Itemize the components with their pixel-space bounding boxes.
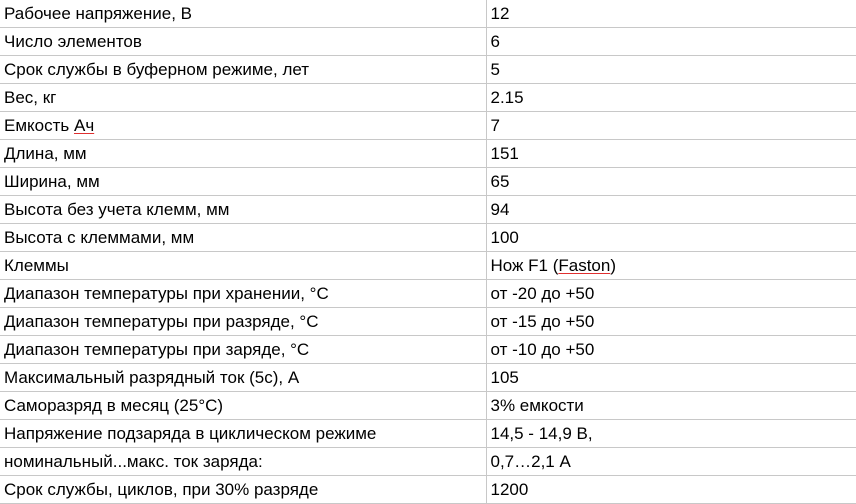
row-label: Ширина, мм <box>0 168 486 196</box>
row-label: Напряжение подзаряда в циклическом режиме <box>0 420 486 448</box>
row-value: от -20 до +50 <box>486 280 856 308</box>
row-value: 151 <box>486 140 856 168</box>
table-row <box>0 84 856 112</box>
row-label: Срок службы в буферном режиме, лет <box>0 56 486 84</box>
value-text: ) <box>610 256 617 276</box>
table-row <box>0 252 856 280</box>
row-value: 12 <box>486 0 856 28</box>
row-label: номинальный...макс. ток заряда: <box>0 448 486 476</box>
table-row <box>0 448 856 476</box>
row-label: Высота с клеммами, мм <box>0 224 486 252</box>
spellcheck-marked-word: Ач <box>73 116 95 136</box>
row-value: 100 <box>486 224 856 252</box>
row-label: Диапазон температуры при заряде, °С <box>0 336 486 364</box>
table-row <box>0 308 856 336</box>
table-row <box>0 168 856 196</box>
table-row <box>0 280 856 308</box>
table-row <box>0 392 856 420</box>
value-text: Нож F1 ( <box>490 256 559 276</box>
row-label <box>0 112 486 140</box>
row-label: Клеммы <box>0 252 486 280</box>
row-label: Число элементов <box>0 28 486 56</box>
row-value: 1200 <box>486 476 856 504</box>
row-label: Вес, кг <box>0 84 486 112</box>
row-value: 2.15 <box>486 84 856 112</box>
row-value <box>486 252 856 280</box>
table-row <box>0 336 856 364</box>
row-value: 0,7…2,1 А <box>486 448 856 476</box>
table-row <box>0 420 856 448</box>
row-label: Рабочее напряжение, В <box>0 0 486 28</box>
row-value: 7 <box>486 112 856 140</box>
table-row <box>0 112 856 140</box>
row-label: Диапазон температуры при разряде, °С <box>0 308 486 336</box>
table-row <box>0 56 856 84</box>
row-label: Саморазряд в месяц (25°С) <box>0 392 486 420</box>
row-label: Срок службы, циклов, при 30% разряде <box>0 476 486 504</box>
row-value: 5 <box>486 56 856 84</box>
row-value: 14,5 - 14,9 В, <box>486 420 856 448</box>
table-row <box>0 0 856 28</box>
row-label: Максимальный разрядный ток (5с), А <box>0 364 486 392</box>
table-row <box>0 140 856 168</box>
table-row <box>0 196 856 224</box>
row-value: от -15 до +50 <box>486 308 856 336</box>
row-label: Длина, мм <box>0 140 486 168</box>
spellcheck-marked-word: Faston <box>558 256 611 276</box>
row-value: 94 <box>486 196 856 224</box>
row-label: Диапазон температуры при хранении, °С <box>0 280 486 308</box>
row-value: от -10 до +50 <box>486 336 856 364</box>
label-text: Емкость <box>4 116 74 136</box>
row-value: 105 <box>486 364 856 392</box>
table-row <box>0 224 856 252</box>
table-row <box>0 476 856 504</box>
row-label: Высота без учета клемм, мм <box>0 196 486 224</box>
row-value: 3% емкости <box>486 392 856 420</box>
table-row <box>0 364 856 392</box>
table-row <box>0 28 856 56</box>
row-value: 6 <box>486 28 856 56</box>
row-value: 65 <box>486 168 856 196</box>
